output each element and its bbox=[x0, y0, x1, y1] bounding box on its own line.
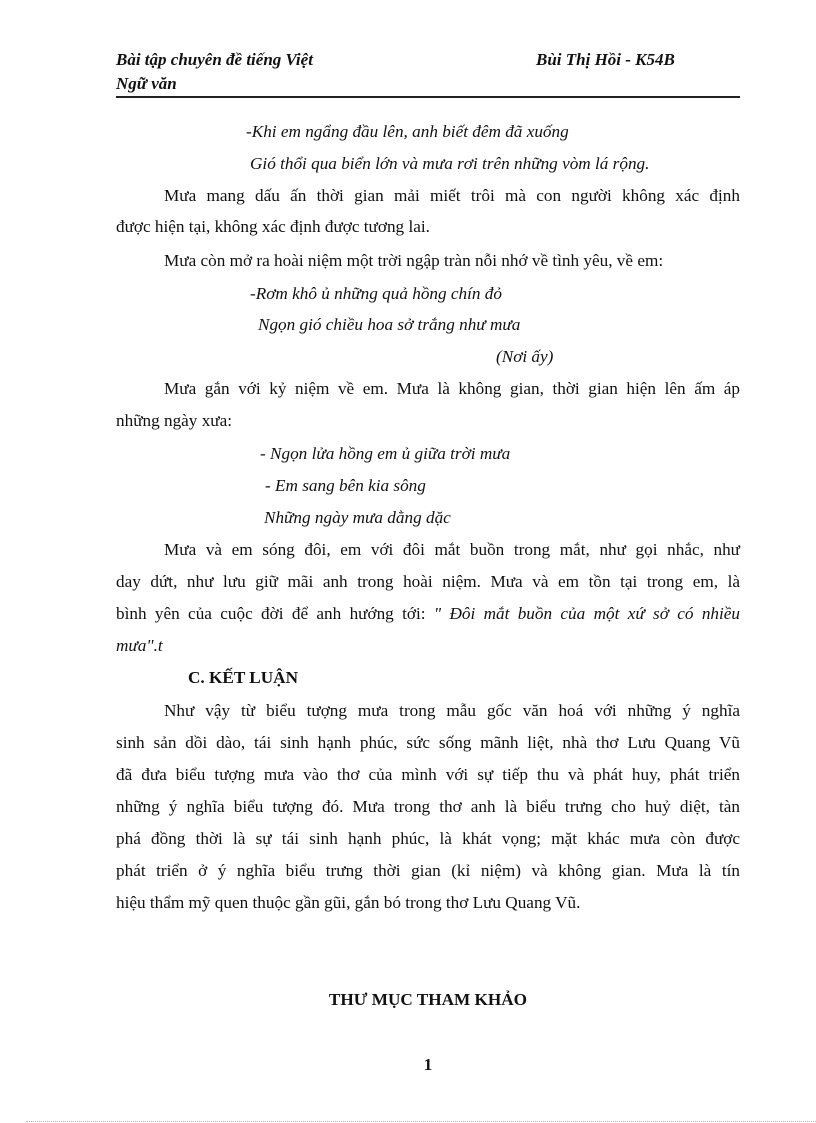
verse-line: -Khi em ngẩng đầu lên, anh biết đêm đã xuống bbox=[246, 122, 569, 141]
verse-line: -Rơm khô ủ những quả hồng chín đỏ bbox=[250, 284, 502, 303]
paragraph-line: đã đưa biểu tượng mưa vào thơ của mình với sự tiếp thu và phát huy, phát triển bbox=[116, 765, 740, 784]
paragraph-line: sinh sản dồi dào, tái sinh hạnh phúc, sức sống mãnh liệt, nhà thơ Lưu Quang Vũ bbox=[116, 733, 740, 752]
paragraph-line: phát triển ở ý nghĩa biểu trưng thời gian (kỉ niệm) và không gian. Mưa là tín bbox=[116, 861, 740, 880]
verse-line: Ngọn gió chiều hoa sở trắng như mưa bbox=[258, 315, 521, 334]
header-divider bbox=[116, 96, 740, 98]
poem-quote: " Đôi mắt buồn của một xứ sở có nhiều bbox=[433, 604, 741, 623]
paragraph-line: hiệu thẩm mỹ quen thuộc gần gũi, gắn bó trong thơ Lưu Quang Vũ. bbox=[116, 893, 581, 912]
verse-line: - Ngọn lửa hồng em ủ giữa trời mưa bbox=[260, 444, 511, 463]
paragraph-line: Mưa còn mở ra hoài niệm một trời ngập tràn nỗi nhớ về tình yêu, về em: bbox=[164, 251, 664, 270]
header-course-title: Bài tập chuyên đề tiếng Việt bbox=[116, 50, 313, 69]
verse-line: Những ngày mưa dằng dặc bbox=[264, 508, 451, 527]
bibliography-heading: THƯ MỤC THAM KHẢO bbox=[328, 990, 528, 1009]
paragraph-line: Như vậy từ biểu tượng mưa trong mẫu gốc văn hoá với những ý nghĩa bbox=[164, 701, 740, 720]
footer-divider bbox=[26, 1121, 816, 1122]
paragraph-line: được hiện tại, không xác định được tương lai. bbox=[116, 217, 430, 236]
verse-source: (Nơi ấy) bbox=[496, 347, 554, 366]
paragraph-line: Mưa và em sóng đôi, em với đôi mắt buồn trong mắt, như gọi nhắc, như bbox=[164, 540, 740, 559]
paragraph-line: phá đồng thời là sự tái sinh hạnh phúc, là khát vọng; mặt khác mưa còn được bbox=[116, 829, 740, 848]
page-number: 1 bbox=[423, 1055, 433, 1074]
section-heading: C. KẾT LUẬN bbox=[188, 668, 298, 687]
paragraph-line: những ngày xưa: bbox=[116, 411, 233, 430]
paragraph-line: Mưa gắn với kỷ niệm về em. Mưa là không gian, thời gian hiện lên ấm áp bbox=[164, 379, 740, 398]
verse-line: - Em sang bên kia sông bbox=[265, 476, 426, 495]
paragraph-text: bình yên của cuộc đời để anh hướng tới: bbox=[116, 604, 426, 623]
paragraph-line: Mưa mang dấu ấn thời gian mải miết trôi mà con người không xác định bbox=[164, 186, 740, 205]
paragraph-line bbox=[116, 603, 740, 625]
header-author: Bùi Thị Hồi - K54B bbox=[536, 50, 675, 69]
verse-line: Gió thổi qua biển lớn và mưa rơi trên những vòm lá rộng. bbox=[250, 154, 650, 173]
poem-quote-end: mưa".t bbox=[116, 636, 163, 655]
paragraph-line: những ý nghĩa biểu tượng đó. Mưa trong thơ anh là biểu trưng cho huỷ diệt, tàn bbox=[116, 797, 740, 816]
header-course-subtitle: Ngữ văn bbox=[116, 74, 177, 93]
paragraph-line: day dứt, như lưu giữ mãi anh trong hoài niệm. Mưa và em tồn tại trong em, là bbox=[116, 572, 740, 591]
